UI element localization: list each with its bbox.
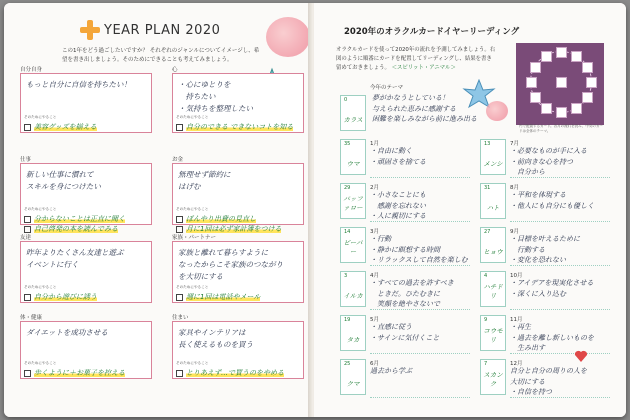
plan-text: [26, 247, 124, 271]
month-card: 3 イルカ: [340, 271, 366, 307]
goal-item[interactable]: [24, 292, 97, 302]
month-card: 29 パッファロー: [340, 183, 366, 219]
reading-line: 自分から: [510, 168, 545, 176]
month-card: 19 タカ: [340, 315, 366, 351]
section-label: 体・健康: [20, 315, 43, 321]
oracle-wheel-icon: [516, 43, 604, 125]
month-label: 3月: [370, 229, 379, 235]
month-card: 31 ハト: [480, 183, 506, 219]
extra-goal: [24, 224, 118, 234]
reading-line: 生み出す: [510, 344, 545, 352]
month-reading: [370, 190, 426, 222]
help-label: そのためにやること: [176, 361, 209, 365]
theme-line: 困難を楽しみながら前に進み出る: [372, 115, 477, 123]
reading-line: ・すべての過去を許すべき: [370, 279, 454, 287]
extra-goal-text: 自己啓発の本を読んでみる: [34, 225, 118, 233]
reading-line: ・前向きな心を持つ: [510, 157, 573, 166]
plan-text: [178, 79, 253, 115]
wheel-slot: [530, 92, 541, 103]
month-label: 5月: [370, 317, 379, 323]
goal-text: 歩くように＋お菓子を控える: [34, 369, 125, 377]
reading-line: ・目標を叶えるために: [510, 235, 580, 243]
month-reading: [370, 146, 426, 167]
row-divider: [370, 177, 470, 178]
section-label: 心: [172, 67, 178, 73]
wheel-caption: 円で配置するカード。各月の流れを読み、中央のカードは全体のテーマ。: [519, 124, 603, 133]
wheel-slot: [530, 62, 541, 73]
plan-line: なったからこそ家族のつながり: [178, 260, 283, 269]
wheel-slot: [582, 92, 593, 103]
extra-goal-text: 月に1回は必ず家計簿をつける: [186, 225, 282, 233]
checkbox-icon[interactable]: [176, 370, 183, 377]
plan-text: [26, 79, 131, 91]
checkbox-icon[interactable]: [24, 216, 31, 223]
checkbox-icon[interactable]: [24, 294, 31, 301]
month-card: 4 ハチドリ: [480, 271, 506, 307]
oracle-reading-page: [314, 3, 626, 417]
reading-line: 自分と自分の周りの人を: [510, 367, 587, 375]
month-label: 7月: [510, 141, 519, 147]
reading-line: ・自由に動く: [370, 147, 412, 155]
section-label: お金: [172, 157, 184, 163]
month-reading: [370, 366, 412, 377]
reading-line: 行動する: [510, 245, 545, 254]
plan-line: 家族と離れて暮らすように: [178, 248, 268, 257]
checkbox-icon[interactable]: [176, 226, 183, 233]
reading-line: ・平和を体現する: [510, 191, 566, 199]
plan-line: はげむ: [178, 182, 201, 191]
help-label: そのためにやること: [176, 207, 209, 211]
month-card: 13 メンシ: [480, 139, 506, 175]
goal-item[interactable]: [24, 122, 97, 132]
row-divider: [370, 265, 470, 266]
plan-line: スキルを身につけたい: [26, 182, 101, 191]
plan-line: ・心にゆとりを: [178, 80, 231, 89]
month-card: 9 コウモリ: [480, 315, 506, 351]
goal-item[interactable]: [176, 292, 260, 302]
reading-line: ・静かに瞑想する時間: [370, 245, 440, 254]
goal-item[interactable]: [24, 214, 125, 224]
row-divider: [510, 309, 610, 310]
row-divider: [510, 177, 610, 178]
wheel-slot: [571, 103, 582, 114]
page-intro: この1年をどう過ごしたいですか？ それぞれのジャンルについてイメージし、希望を書き出しましょう。そのためにできることも考えてみましょう。: [62, 48, 260, 63]
month-label: 4月: [370, 273, 379, 279]
help-label: そのためにやること: [176, 115, 209, 119]
plan-text: [26, 327, 108, 339]
goal-item[interactable]: [176, 214, 256, 224]
reading-line: ・自信を持つ: [510, 388, 552, 396]
goal-text: ぼんやり出費の見直し: [186, 215, 256, 223]
month-card: 25 クマ: [340, 359, 366, 395]
reading-line: ・深くに入り込む: [510, 289, 566, 298]
reading-line: ・サインに気付くこと: [370, 333, 440, 342]
reading-line: ・人に親切にする: [370, 212, 426, 220]
checkbox-icon[interactable]: [24, 226, 31, 233]
wheel-slot: [526, 77, 537, 88]
heart-icon: [574, 349, 588, 363]
page-title: YEAR PLAN 2020: [104, 23, 221, 38]
goal-text: 分からないことは正直に聞く: [34, 215, 125, 223]
plan-line: 持ちたい: [178, 92, 216, 101]
plan-text: [178, 247, 283, 283]
section-label: 住まい: [172, 315, 189, 321]
section-label: 友達: [20, 235, 32, 241]
row-divider: [510, 221, 610, 222]
wheel-slot: [556, 47, 567, 58]
month-label: 2月: [370, 185, 379, 191]
reading-line: ・過去を離し新しいものを: [510, 333, 594, 342]
spread-label: ＜スピリット・アニマル＞: [391, 65, 456, 71]
row-divider: [370, 353, 470, 354]
plan-line: 家具やインテリアは: [178, 328, 246, 337]
reading-line: ・変化を恐れない: [510, 256, 566, 264]
extra-goal: [176, 224, 281, 234]
checkbox-icon[interactable]: [24, 370, 31, 377]
theme-line: 夢がかなうとしている！: [372, 94, 449, 102]
month-label: 10月: [510, 273, 523, 279]
plan-line: 長く使えるものを買う: [178, 340, 253, 349]
wheel-slot: [541, 51, 552, 62]
plan-line: イベントに行く: [26, 260, 79, 269]
reading-line: ・リラックスして自然を楽しむ: [370, 256, 468, 264]
goal-item[interactable]: [176, 122, 293, 132]
checkbox-icon[interactable]: [176, 124, 183, 131]
reading-intro: オラクルカードを使って2020年の流れを予測してみましょう。右図のように順番にカードを配置してリーディングし、結果を書き留めておきましょう。 ＜スピリット・アニマル＞: [336, 47, 496, 71]
wheel-center-slot: [556, 77, 567, 88]
month-card: 35 ウマ: [340, 139, 366, 175]
help-label: そのためにやること: [24, 115, 57, 119]
month-reading: [370, 234, 468, 266]
month-reading: [510, 234, 580, 266]
plan-line: もっと自分に自信を持ちたい！: [26, 80, 131, 89]
plan-line: ダイエットを成功させる: [26, 328, 108, 337]
checkbox-icon[interactable]: [176, 216, 183, 223]
goal-text: 自分のできる できないコトを知る: [186, 123, 294, 131]
row-divider: [370, 221, 470, 222]
plan-text: [26, 169, 101, 193]
reading-line: ・小さなことにも: [370, 191, 426, 199]
wheel-slot: [571, 51, 582, 62]
reading-line: 感謝を忘れない: [370, 201, 426, 210]
month-card: 14 ビーバー: [340, 227, 366, 263]
month-label: 12月: [510, 361, 523, 367]
plan-line: 昨年よりたくさん友達と遊ぶ: [26, 248, 124, 257]
month-reading: [510, 146, 587, 178]
goal-item[interactable]: [176, 368, 284, 378]
reading-line: 大切にする: [510, 377, 545, 386]
reading-line: 過去から学ぶ: [370, 367, 412, 375]
plan-line: 新しい仕事に慣れて: [26, 170, 94, 179]
section-label: 仕事: [20, 157, 32, 163]
goal-text: 自分から遊びに誘う: [34, 293, 97, 301]
month-label: 1月: [370, 141, 379, 147]
row-divider: [510, 397, 610, 398]
plan-text: [178, 327, 253, 351]
month-label: 9月: [510, 229, 519, 235]
wheel-slot: [541, 103, 552, 114]
month-label: 8月: [510, 185, 519, 191]
row-divider: [370, 397, 470, 398]
reading-line: ・行動: [370, 235, 391, 243]
plan-text: [178, 169, 231, 193]
month-reading: [510, 366, 587, 398]
month-card: 27 ヒョウ: [480, 227, 506, 263]
goal-text: 美容グッズを揃える: [34, 123, 97, 131]
month-reading: [370, 278, 454, 310]
section-label: 家族・パートナー: [172, 235, 217, 241]
plan-line: ・気持ちを整理したい: [178, 104, 253, 113]
reading-line: 笑顔を絶やさないで: [370, 300, 440, 308]
theme-card: 0 カラス: [340, 95, 366, 131]
help-label: そのためにやること: [24, 361, 57, 365]
help-label: そのためにやること: [24, 207, 57, 211]
row-divider: [370, 309, 470, 310]
goal-text: とりあえず…で買うのをやめる: [186, 369, 284, 377]
open-notebook: [4, 3, 626, 417]
plan-line: 無理せず節約に: [178, 170, 231, 179]
row-divider: [510, 265, 610, 266]
plan-line: を大切にする: [178, 272, 223, 281]
month-reading: [510, 278, 593, 299]
wheel-slot: [556, 107, 567, 118]
month-reading: [510, 190, 594, 211]
goal-item[interactable]: [24, 368, 125, 378]
theme-label: 今年のテーマ: [370, 85, 404, 91]
month-card: 7 スカンク: [480, 359, 506, 395]
seashell-icon: [266, 17, 310, 57]
reading-line: ・必要なものが手に入る: [510, 147, 587, 155]
wheel-slot: [582, 62, 593, 73]
orange-cross-icon: [80, 20, 100, 40]
reading-line: ・頑固さを捨てる: [370, 157, 426, 166]
row-divider: [510, 353, 610, 354]
month-label: 6月: [370, 361, 379, 367]
help-label: そのためにやること: [24, 285, 57, 289]
reading-line: ・他人にも自分にも優しく: [510, 201, 594, 210]
month-reading: [370, 322, 440, 343]
reading-line: ・アイデアを現実化させる: [510, 279, 594, 287]
reading-line: ・再生: [510, 323, 531, 331]
goal-text: 週に1回は電話やメール: [186, 293, 261, 301]
help-label: そのためにやること: [176, 285, 209, 289]
wheel-slot: [586, 77, 597, 88]
checkbox-icon[interactable]: [176, 294, 183, 301]
month-label: 11月: [510, 317, 523, 323]
seashell-icon: [486, 101, 508, 121]
year-plan-page: [4, 3, 311, 417]
checkbox-icon[interactable]: [24, 124, 31, 131]
section-label: 自分自身: [20, 67, 43, 73]
theme-line: 与えられた恵みに感謝する: [372, 104, 456, 113]
reading-line: ときだ。ひたむきに: [370, 289, 440, 298]
reading-title: 2020年のオラクルカードイヤーリーディング: [344, 27, 520, 37]
reading-line: ・直感に従う: [370, 323, 412, 331]
